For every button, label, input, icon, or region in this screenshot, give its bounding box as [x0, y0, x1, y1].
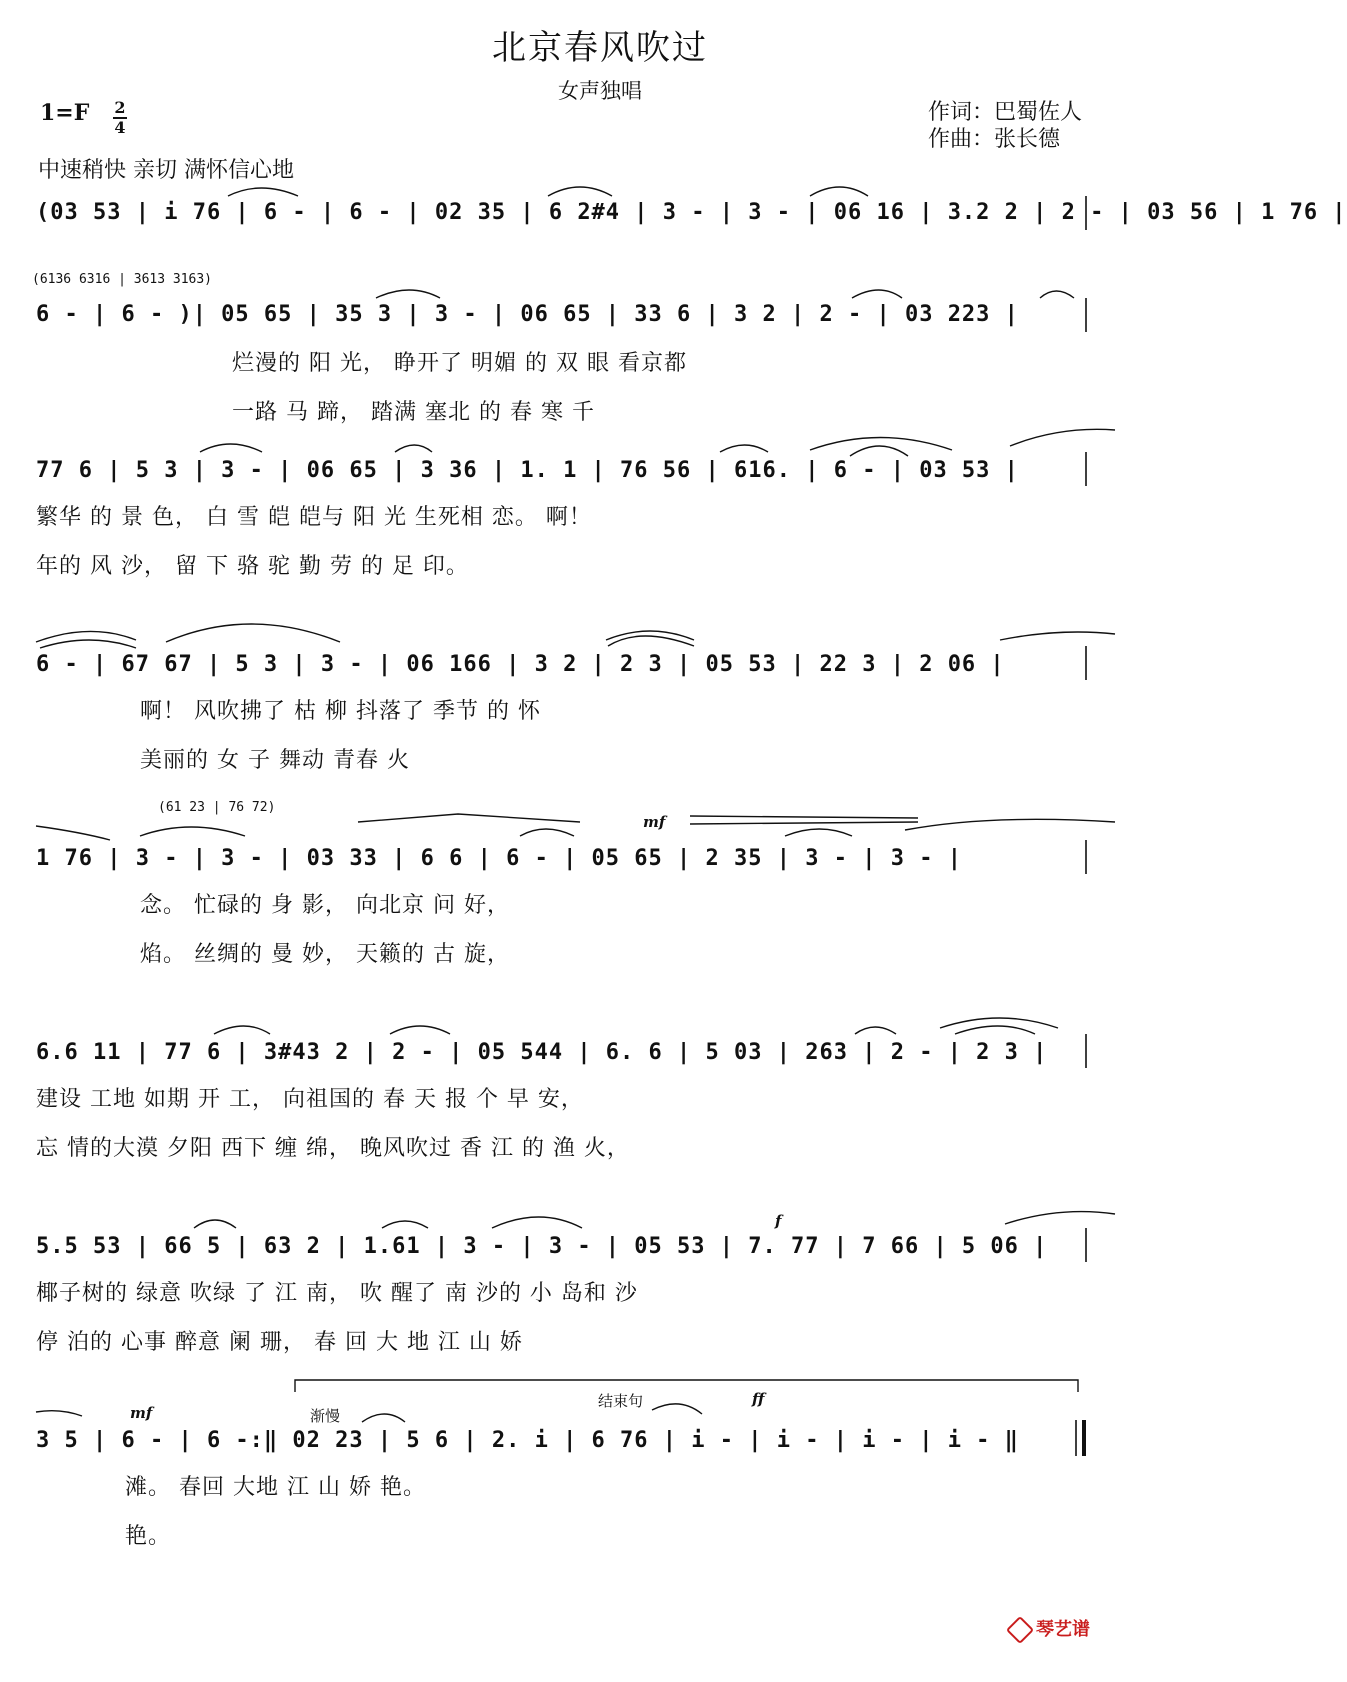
- composer-credit: 作曲：张长德: [928, 127, 1061, 152]
- dynamic-ff-line-8: ff: [752, 1390, 765, 1408]
- song-subtitle: 女声独唱: [558, 79, 642, 103]
- lyrics-line-2-verse-2: 一路 马 蹄， 踏满 塞北 的 春 寒 千: [232, 400, 595, 425]
- tempo-marking: 中速稍快 亲切 满怀信心地: [38, 158, 294, 183]
- key-signature: 1=F: [40, 100, 90, 126]
- lyrics-line-8-verse-1: 滩。 春回 大地 江 山 娇 艳。: [125, 1475, 426, 1500]
- notation-line-6: 6.6 11 | 77 6 | 3#43 2 | 2 - | 05 544 | 6. 6 | 5 03 | 263 | 2 - | 2 3 |: [36, 1040, 1048, 1065]
- lyrics-line-8-verse-2: 艳。: [125, 1524, 172, 1549]
- lyrics-line-5-verse-1: 念。 忙碌的 身 影， 向北京 问 好，: [140, 893, 510, 918]
- ornament-line-5: (61 23 | 76 72): [158, 800, 276, 815]
- lyrics-line-4-verse-2: 美丽的 女 子 舞动 青春 火: [140, 748, 410, 773]
- dynamic-f-line-7: f: [775, 1212, 782, 1230]
- lyrics-line-3-verse-2: 年的 风 沙， 留 下 骆 驼 勤 劳 的 足 印。: [36, 554, 469, 579]
- lyrics-line-5-verse-2: 焰。 丝绸的 曼 妙， 天籁的 古 旋，: [140, 942, 510, 967]
- time-signature-bottom: 4: [114, 118, 126, 137]
- lyrics-line-4-verse-1: 啊！ 风吹拂了 枯 柳 抖落了 季节 的 怀: [140, 699, 541, 724]
- dynamic-mf-line-8: mf: [130, 1404, 153, 1422]
- notation-line-3: 77 6 | 5 3 | 3 - | 06 65 | 3 36 | 1. 1 | 76 56 | 616. | 6 - | 03 53 |: [36, 458, 1019, 483]
- song-title: 北京春风吹过: [492, 28, 708, 68]
- notation-line-2: 6 - | 6 - )| 05 65 | 35 3 | 3 - | 06 65 | 33 6 | 3 2 | 2 - | 03 223 |: [36, 302, 1019, 327]
- ending-label: 结束句: [598, 1392, 644, 1410]
- notation-line-8: 3 5 | 6 - | 6 -:‖ 02 23 | 5 6 | 2. i | 6 76 | i - | i - | i - | i - ‖: [36, 1428, 1019, 1453]
- notation-line-5: 1 76 | 3 - | 3 - | 03 33 | 6 6 | 6 - | 05 65 | 2 35 | 3 - | 3 - |: [36, 846, 962, 871]
- notation-line-7: 5.5 53 | 66 5 | 63 2 | 1.61 | 3 - | 3 - | 05 53 | 7. 77 | 7 66 | 5 06 |: [36, 1234, 1048, 1259]
- tempo-change-label: 渐慢: [310, 1407, 341, 1425]
- lyrics-line-3-verse-1: 繁华 的 景 色， 白 雪 皑 皑与 阳 光 生死相 恋。 啊！: [36, 505, 592, 530]
- ornament-line-2: (6136 6316 | 3613 3163): [32, 272, 213, 287]
- time-signature-top: 2: [114, 98, 126, 117]
- lyrics-line-7-verse-1: 椰子树的 绿意 吹绿 了 江 南， 吹 醒了 南 沙的 小 岛和 沙: [36, 1281, 638, 1306]
- watermark-text: 琴艺谱: [1036, 1619, 1090, 1640]
- notation-line-4: 6 - | 67 67 | 5 3 | 3 - | 06 166 | 3 2 | 2 3 | 05 53 | 22 3 | 2 06 |: [36, 652, 1005, 677]
- lyrics-line-7-verse-2: 停 泊的 心事 醉意 阑 珊， 春 回 大 地 江 山 娇: [36, 1330, 523, 1355]
- dynamic-mf-line-5: mf: [643, 813, 666, 831]
- lyrics-line-6-verse-1: 建设 工地 如期 开 工， 向祖国的 春 天 报 个 早 安，: [36, 1087, 584, 1112]
- lyricist-credit: 作词：巴蜀佐人: [928, 100, 1083, 125]
- lyrics-line-6-verse-2: 忘 情的大漠 夕阳 西下 缠 绵， 晚风吹过 香 江 的 渔 火，: [36, 1136, 630, 1161]
- notation-line-1: (03 53 | i 76 | 6 - | 6 - | 02 35 | 6 2#4 | 3 - | 3 - | 06 16 | 3.2 2 | 2 - | 03 56 | 1 76 |: [36, 200, 1347, 225]
- lyrics-line-2-verse-1: 烂漫的 阳 光， 睁开了 明媚 的 双 眼 看京都: [232, 351, 687, 376]
